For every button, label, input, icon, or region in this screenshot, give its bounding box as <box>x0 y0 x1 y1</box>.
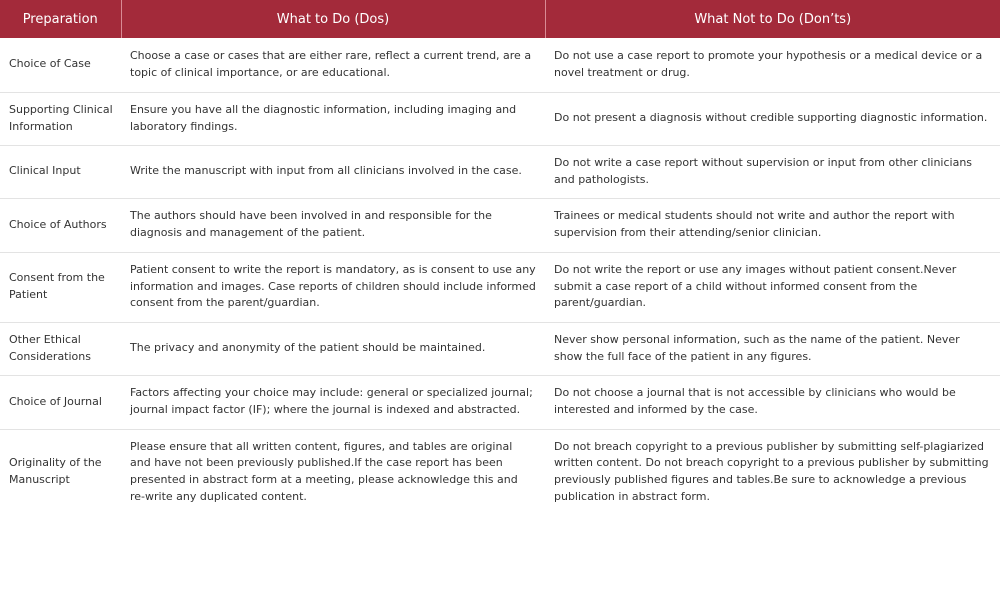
table-row <box>0 322 1000 375</box>
cell-preparation: Other Ethical Considerations <box>0 322 121 375</box>
table-row <box>0 145 1000 198</box>
cell-dos: Write the manuscript with input from all clinicians involved in the case. <box>121 145 545 198</box>
cell-dos: The privacy and anonymity of the patient should be maintained. <box>121 322 545 375</box>
cell-donts: Do not breach copyright to a previous publisher by submitting self-plagiarized written content. Do not breach copyright to a previous publisher by submitting previously published figures and tables.Be sure to acknowledge a previous publication in abstract form. <box>554 439 989 504</box>
cell-dos: Choose a case or cases that are either rare, reflect a current trend, are a topic of clinical importance, or are educational. <box>121 38 545 92</box>
cell-preparation: Originality of the Manuscript <box>9 456 102 487</box>
table-row <box>0 92 1000 145</box>
cell-preparation: Choice of Authors <box>0 198 121 252</box>
cell-donts: Do not choose a journal that is not accessible by clinicians who would be interested and informed by the case. <box>545 375 1000 429</box>
cell-donts: Never show personal information, such as the name of the patient. Never show the full face of the patient in any figures. <box>545 322 1000 375</box>
cell-dos: The authors should have been involved in and responsible for the diagnosis and management of the patient. <box>121 198 545 252</box>
cell-dos: Ensure you have all the diagnostic information, including imaging and laboratory findings. <box>121 92 545 145</box>
header-preparation: Preparation <box>0 0 121 38</box>
table-row <box>0 38 1000 92</box>
cell-preparation: Choice of Case <box>0 38 121 92</box>
cell-donts: Do not write the report or use any images without patient consent.Never submit a case report of a child without informed consent from the parent/guardian. <box>545 252 1000 322</box>
header-row <box>0 0 1000 38</box>
table-body <box>0 38 1000 515</box>
cell-dos: Please ensure that all written content, figures, and tables are original and have not been previously published.If the case report has been presented in abstract form at a meeting, please acknowledge this and re-write any duplicated content. <box>130 439 518 504</box>
cell-donts: Trainees or medical students should not write and author the report with supervision from their attending/senior clinician. <box>545 198 1000 252</box>
cell-donts: Do not use a case report to promote your hypothesis or a medical device or a novel treatment or drug. <box>545 38 1000 92</box>
cell-donts: Do not present a diagnosis without credible supporting diagnostic information. <box>545 92 1000 145</box>
cell-preparation: Supporting Clinical Information <box>0 92 121 145</box>
table-row <box>0 429 1000 515</box>
cell-donts: Do not write a case report without supervision or input from other clinicians and pathologists. <box>545 145 1000 198</box>
cell-preparation: Choice of Journal <box>0 375 121 429</box>
cell-dos: Patient consent to write the report is mandatory, as is consent to use any information and images. Case reports of children should include informed consent from the parent/guardian. <box>121 252 545 322</box>
header-dos: What to Do (Dos) <box>121 0 545 38</box>
cell-dos: Factors affecting your choice may include: general or specialized journal; journal impact factor (IF); where the journal is indexed and abstracted. <box>121 375 545 429</box>
table-row <box>0 252 1000 322</box>
header-donts: What Not to Do (Don’ts) <box>545 0 1000 38</box>
table-row <box>0 198 1000 252</box>
table-row <box>0 375 1000 429</box>
cell-preparation: Clinical Input <box>0 145 121 198</box>
table-header <box>0 0 1000 38</box>
cell-preparation: Consent from the Patient <box>0 252 121 322</box>
